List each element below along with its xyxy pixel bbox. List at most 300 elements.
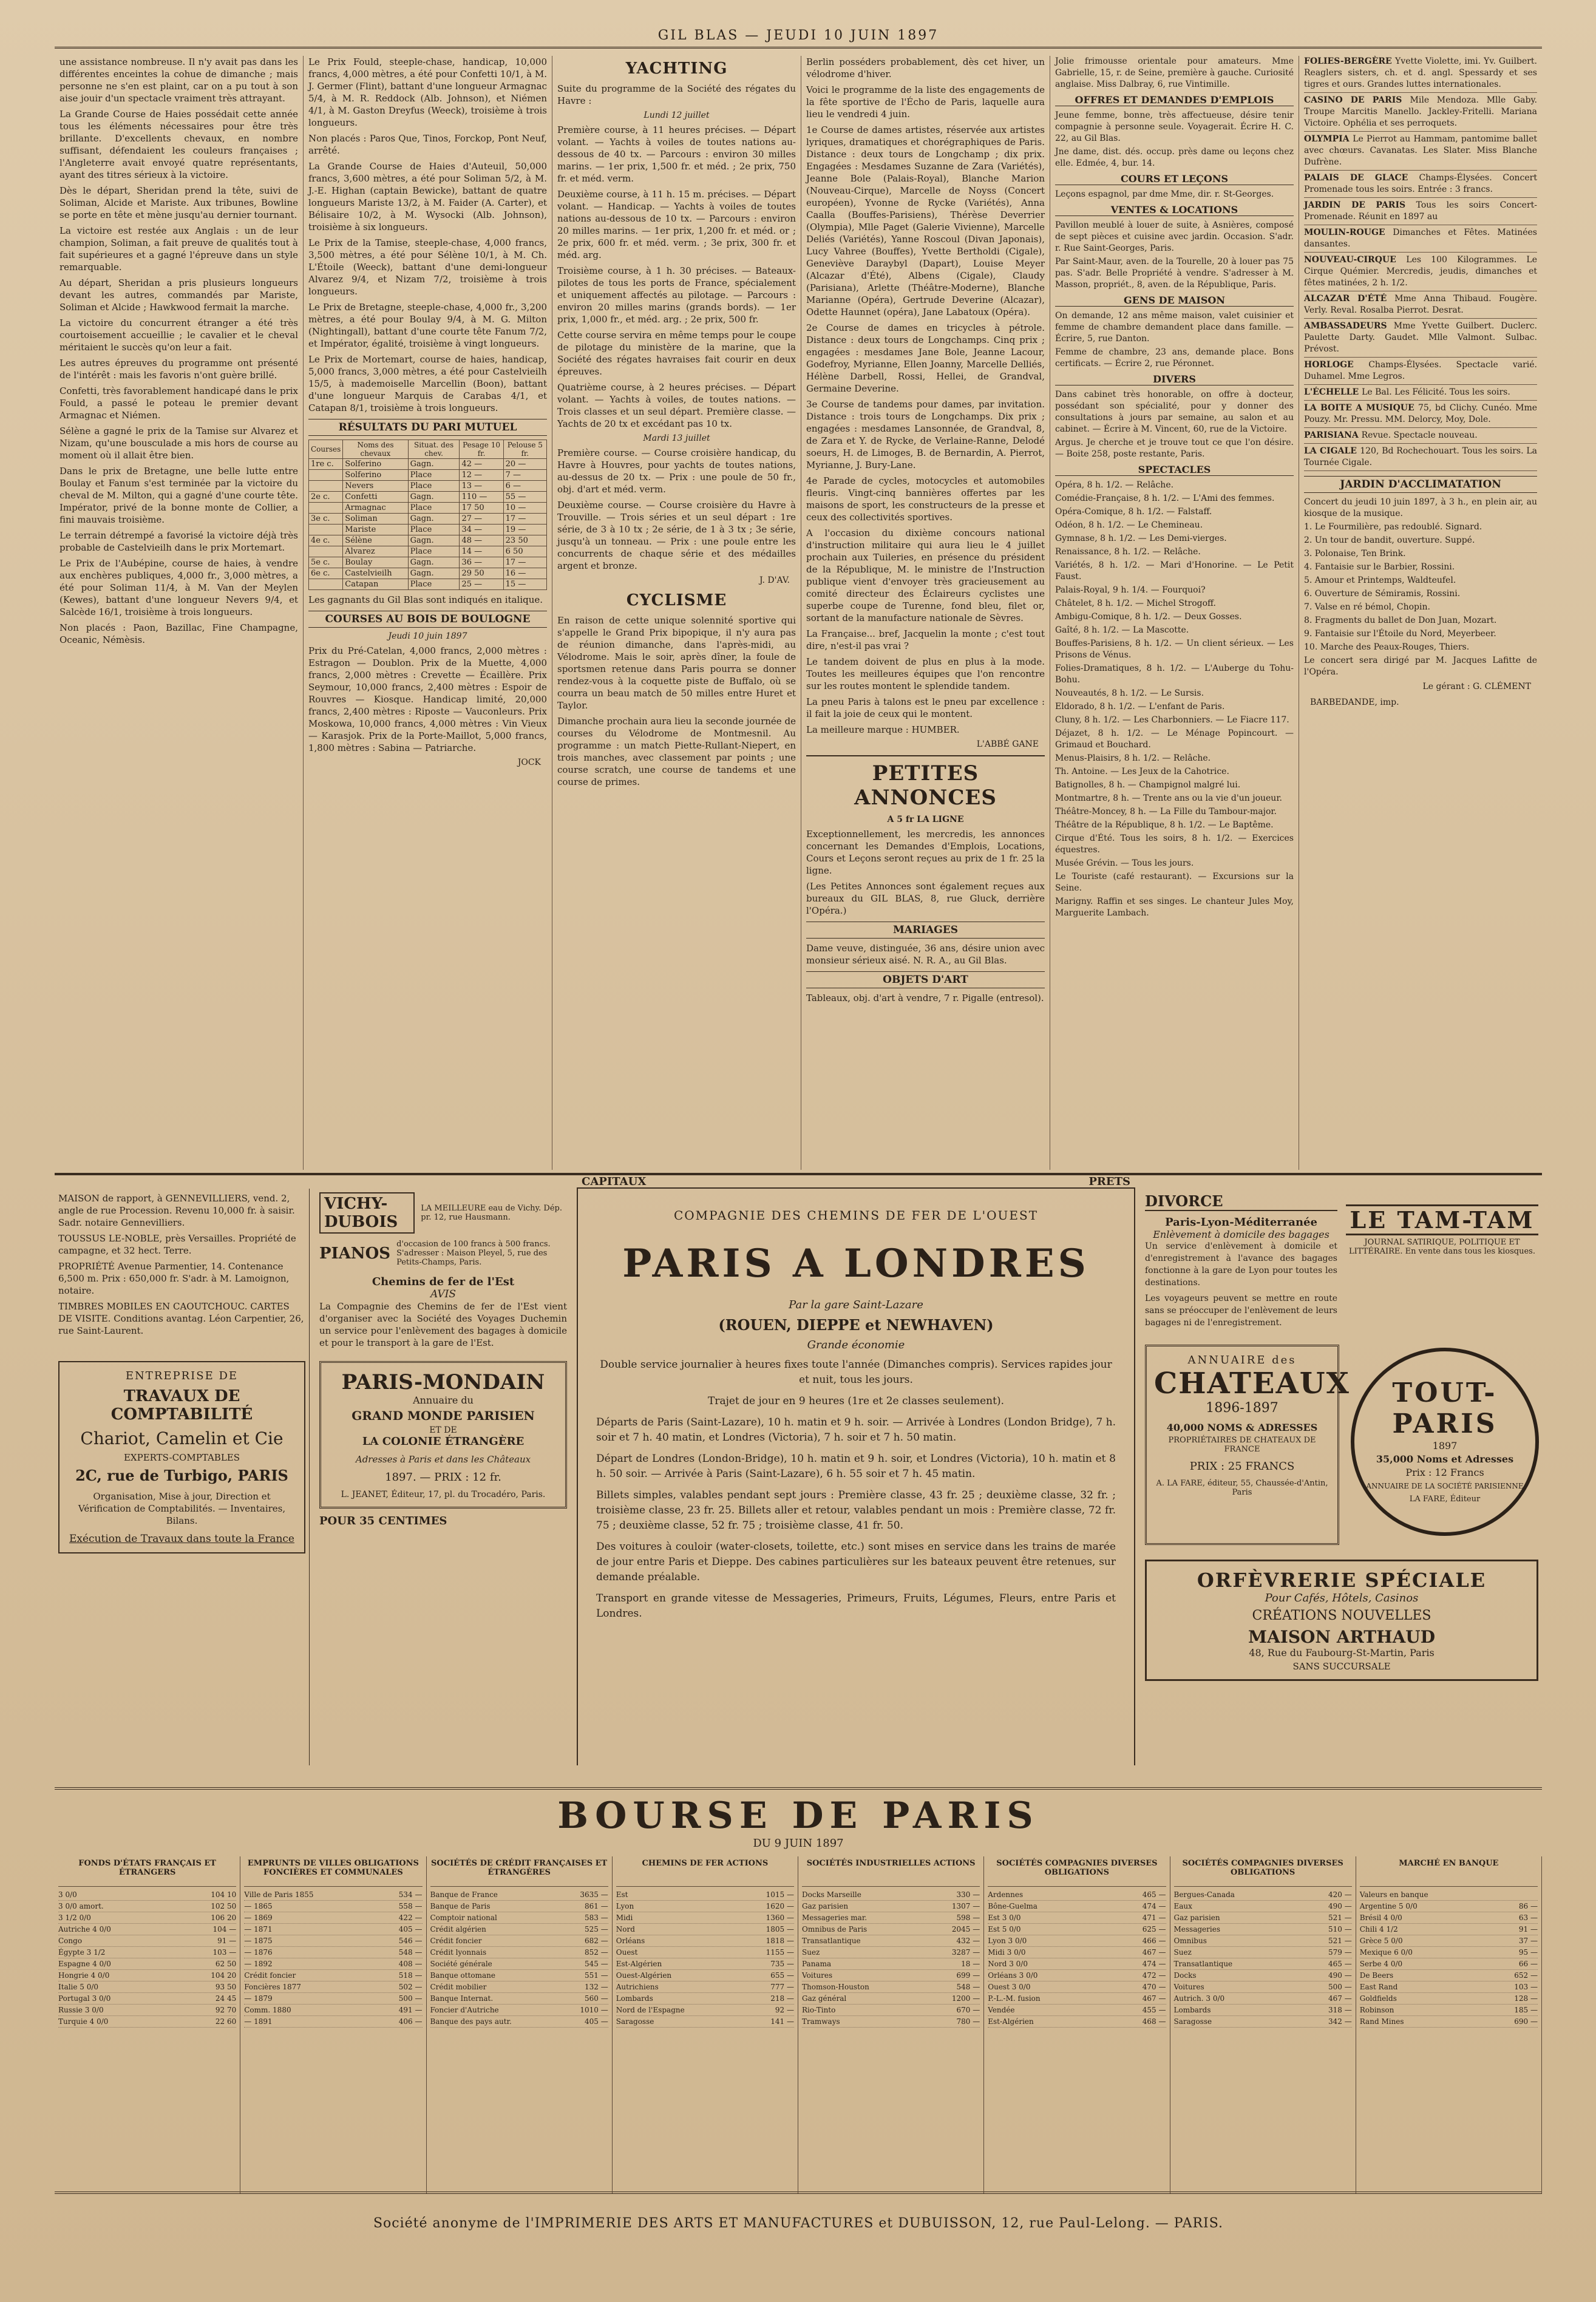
paragraph: Le concert sera dirigé par M. Jacques Lafitte de l'Opéra. bbox=[1304, 656, 1537, 677]
bourse-row bbox=[58, 1947, 236, 1958]
security-price: 490 — bbox=[1328, 1971, 1352, 1980]
paragraph: Non placés : Paros Que, Tinos, Forckop, Pont Neuf, arrêté. bbox=[308, 133, 547, 156]
ad-propriete: PROPRIÉTÉ Avenue Parmentier, 14. Contenance 6,500 m. Prix : 650,000 fr. S'adr. à M. Lamoignon, notaire. bbox=[58, 1261, 290, 1296]
security-price: 318 — bbox=[1328, 2006, 1352, 2014]
ad-text: Départs de Paris (Saint-Lazare), 10 h. matin et 9 h. soir. — Arrivée à Londres (London Bridge), 7 h. soir et 7 h. 40 matin, et Londres (Victoria), 7 h. soir et 7 h. 50 matin. bbox=[596, 1416, 1116, 1444]
table-cell: 55 — bbox=[503, 492, 546, 503]
security-price: 408 — bbox=[398, 1960, 423, 1968]
table-cell: Confetti bbox=[343, 492, 408, 503]
bourse-row bbox=[430, 1970, 608, 1981]
security-name: Hongrie 4 0/0 bbox=[58, 1971, 110, 1980]
security-price: 551 — bbox=[585, 1971, 608, 1980]
bourse-row bbox=[244, 1993, 422, 2005]
security-name: Nord bbox=[616, 1925, 635, 1934]
security-price: 1307 — bbox=[951, 1902, 980, 1910]
bourse-row bbox=[988, 1935, 1166, 1947]
ad-title: PIANOS bbox=[319, 1244, 391, 1263]
list-item: Marigny. Raffin et ses singes. Le chanteur Jules Moy, Marguerite Lambach. bbox=[1055, 897, 1294, 918]
ad-text: Prix : 12 Francs bbox=[1405, 1467, 1484, 1478]
security-name: Ardennes bbox=[988, 1890, 1024, 1899]
table-row bbox=[309, 503, 547, 514]
bourse-row bbox=[244, 1901, 422, 1912]
security-name: Crédit algérien bbox=[430, 1925, 486, 1934]
bourse-row bbox=[802, 1935, 980, 1947]
ad-text: 35,000 Noms et Adresses bbox=[1376, 1453, 1514, 1465]
security-name: Midi bbox=[616, 1913, 633, 1922]
column-2 bbox=[304, 56, 552, 1170]
table-cell: Alvarez bbox=[343, 546, 408, 557]
ad-text: Transport en grande vitesse de Messageries, Primeurs, Fruits, Légumes, Fleurs, entre Paris et Londres. bbox=[596, 1592, 1116, 1620]
paragraph: La Grande Course de Haies possédait cette année tous les éléments nécessaires pour être très brillante. D'excellents chevaux, en nombre suffisant, défendaient les couleurs françaises ; l'Angleterre avait envoyé quatre représentants, ayant des titres sérieux à la victoire. bbox=[59, 109, 298, 180]
paragraph: Argus. Je cherche et je trouve tout ce que l'on désire. — Boite 258, poste restante, Paris. bbox=[1055, 438, 1294, 459]
venue-description: Le Bal. Les Félicité. Tous les soirs. bbox=[1362, 387, 1510, 397]
bourse-row bbox=[244, 1981, 422, 1993]
capitaux-bar bbox=[577, 1175, 1135, 1189]
list-item: Châtelet, 8 h. 1/2. — Michel Strogoff. bbox=[1055, 599, 1216, 608]
security-price: 1155 — bbox=[766, 1948, 794, 1957]
security-price: 104 10 bbox=[211, 1890, 237, 1899]
table-cell: Place bbox=[408, 579, 460, 590]
security-price: 185 — bbox=[1514, 2006, 1538, 2014]
security-name: Autrichiens bbox=[616, 1983, 659, 1991]
section-heading: SPECTACLES bbox=[1055, 464, 1294, 476]
security-price: 330 — bbox=[956, 1890, 980, 1899]
ad-text: Billets simples, valables pendant sept jours : Première classe, 43 fr. 25 ; deuxième classe, 32 fr. ; troisième classe, 23 fr. 25. Billets aller et retour, valables pendant un mois : Première classe, 72 fr. 75 ; deuxième classe, 52 fr. 75 ; troisième classe, 41 fr. 50. bbox=[596, 1489, 1116, 1532]
ad-comptabilite bbox=[58, 1361, 305, 1553]
security-name: Panama bbox=[802, 1960, 832, 1968]
security-name: Gaz parisien bbox=[802, 1902, 849, 1910]
bourse-row bbox=[1174, 2005, 1352, 2016]
list-item: Batignolles, 8 h. — Champignol malgré lui. bbox=[1055, 780, 1241, 790]
bourse-column-header: SOCIÉTÉS COMPAGNIES DIVERSES OBLIGATIONS bbox=[988, 1859, 1166, 1887]
list-item: Montmartre, 8 h. — Trente ans ou la vie d'un joueur. bbox=[1055, 793, 1282, 803]
bourse-row bbox=[802, 1924, 980, 1935]
security-price: 735 — bbox=[770, 1960, 794, 1968]
paragraph: 3e Course de tandems pour dames, par invitation. Distance : trois tours de Longchamps. Dix prix ; engagées : mesdames Lansonnée, de Grandval, 8, de Zara et Y. de Rycke, de Verlaine-Ranne, Delodé soeurs, H. de Limoges, B. de Bernardin, A. Pierrot, Myrianne, J. Bury-Lane. bbox=[806, 399, 1045, 470]
table-cell: Armagnac bbox=[343, 503, 408, 514]
bourse-row bbox=[430, 1947, 608, 1958]
list-item: Comédie-Française, 8 h. 1/2. — L'Ami des femmes. bbox=[1055, 494, 1275, 503]
ads-left-2 bbox=[316, 1189, 571, 1765]
security-name: Est-Algérien bbox=[616, 1960, 662, 1968]
column-4 bbox=[801, 56, 1050, 1170]
ad-title: TOUT-PARIS bbox=[1392, 1377, 1498, 1439]
bourse-row bbox=[244, 1889, 422, 1901]
security-price: 467 — bbox=[1328, 1994, 1352, 2003]
security-name: Portugal 3 0/0 bbox=[58, 1994, 111, 2003]
ad-text: 1897 bbox=[1432, 1440, 1458, 1451]
paragraph: On demande, 12 ans même maison, valet cuisinier et femme de chambre demandent place dans famille. — Écrire, 5, rue Danton. bbox=[1055, 311, 1294, 344]
paragraph: Quatrième course, à 2 heures précises. — Départ volant. — Yachts à voiles, de toutes nations. — Trois classes et un seul départ. Première classe. — Yachts de 20 tx et excédant pas 10 tx. bbox=[557, 382, 796, 429]
bourse-row bbox=[1174, 2016, 1352, 2028]
paragraph: Cette course servira en même temps pour le coupe de pilotage du ministère de la marine, que la Société des régates havraises fait courir en deux épreuves. bbox=[557, 330, 796, 377]
venue-name: PALAIS DE GLACE bbox=[1304, 173, 1419, 183]
bourse-column-header: MARCHÉ EN BANQUE bbox=[1360, 1859, 1538, 1887]
date-subtitle: Mardi 13 juillet bbox=[643, 433, 710, 443]
venue-name: JARDIN DE PARIS bbox=[1304, 200, 1416, 210]
venue-name: AMBASSADEURS bbox=[1304, 321, 1394, 331]
paragraph: Leçons espagnol, par dme Mme, dir. r. St-Georges. bbox=[1055, 189, 1274, 199]
table-cell: 17 — bbox=[503, 514, 546, 525]
music-hall-list bbox=[1304, 56, 1537, 471]
security-price: 500 — bbox=[398, 1994, 423, 2003]
table-header: Pelouse 5 fr. bbox=[503, 440, 546, 459]
security-price: 472 — bbox=[1142, 1971, 1166, 1980]
bourse-row bbox=[802, 1889, 980, 1901]
ad-text: SANS SUCCURSALE bbox=[1292, 1661, 1391, 1672]
table-cell: 5e c. bbox=[309, 557, 343, 568]
list-item: 8. Fragments du ballet de Don Juan, Mozart. bbox=[1304, 616, 1497, 625]
venue-description: Mme Anna Thibaud. Fougère. Verly. Reval. Rosalba Pierrot. Desrat. bbox=[1304, 294, 1537, 315]
security-price: 405 — bbox=[398, 1925, 423, 1934]
paragraph: Voici le programme de la liste des engagements de la fête sportive de l'Écho de Paris, laquelle aura lieu le vendredi 4 juin. bbox=[806, 84, 1045, 120]
security-price: 780 — bbox=[956, 2017, 980, 2026]
security-price: 467 — bbox=[1142, 1994, 1166, 2003]
ad-economie: Grande économie bbox=[807, 1339, 905, 1351]
bourse-row bbox=[988, 1958, 1166, 1970]
security-name: Lyon 3 0/0 bbox=[988, 1937, 1027, 1945]
security-price: 3635 — bbox=[580, 1890, 608, 1899]
table-cell: Solferino bbox=[343, 470, 408, 481]
security-name: Espagne 4 0/0 bbox=[58, 1960, 111, 1968]
paragraph: Les gagnants du Gil Blas sont indiqués en italique. bbox=[308, 594, 543, 605]
security-price: 548 — bbox=[398, 1948, 423, 1957]
bourse-row bbox=[988, 1901, 1166, 1912]
bourse-row bbox=[58, 1970, 236, 1981]
table-cell: 17 50 bbox=[460, 503, 503, 514]
table-cell: 36 — bbox=[460, 557, 503, 568]
ad-text: EXPERTS-COMPTABLES bbox=[123, 1452, 240, 1463]
security-name: Autriche 4 0/0 bbox=[58, 1925, 111, 1934]
security-name: Ouest 3 0/0 bbox=[988, 1983, 1031, 1991]
security-price: 777 — bbox=[770, 1983, 794, 1991]
security-name: Midi 3 0/0 bbox=[988, 1948, 1026, 1957]
security-name: Est 3 0/0 bbox=[988, 1913, 1021, 1922]
security-name: Argentine 5 0/0 bbox=[1359, 1902, 1418, 1910]
bourse-row bbox=[430, 1958, 608, 1970]
security-price: 545 — bbox=[585, 1960, 608, 1968]
bourse-row bbox=[1174, 1947, 1352, 1958]
security-name: Suez bbox=[802, 1948, 820, 1957]
venue-name: LA BOITE A MUSIQUE bbox=[1304, 403, 1418, 413]
security-name: Est bbox=[616, 1890, 628, 1899]
bourse-row bbox=[1174, 1901, 1352, 1912]
list-item bbox=[1304, 402, 1537, 428]
bourse-row bbox=[1360, 1889, 1538, 1901]
table-header: Noms des chevaux bbox=[343, 440, 408, 459]
security-price: 91 — bbox=[217, 1937, 237, 1945]
ad-text: Les voyageurs peuvent se mettre en route sans se préoccuper de l'enlèvement de leurs bagages ni de l'enregistrement. bbox=[1145, 1294, 1337, 1328]
ad-text: AVIS bbox=[430, 1288, 457, 1300]
security-price: 92 70 bbox=[215, 2006, 237, 2014]
table-cell: 13 — bbox=[460, 481, 503, 492]
security-name: P.-L.-M. fusion bbox=[988, 1994, 1041, 2003]
security-name: Ville de Paris 1855 bbox=[244, 1890, 314, 1899]
bourse-row bbox=[1360, 1993, 1538, 2005]
list-item: Cirque d'Été. Tous les soirs, 8 h. 1/2. — Exercices équestres. bbox=[1055, 834, 1294, 855]
ad-text: 48, Rue du Faubourg-St-Martin, Paris bbox=[1249, 1647, 1435, 1659]
paragraph: Deuxième course. — Course croisière du Havre à Trouville. — Trois séries et un seul départ : 1re série, de 3 à 10 tx ; 2e série, de 1 à 3 tx ; 3e série, jusqu'à un tonneau. — Prix : une poule entre les concurrents de chaque série et des médailles argent et bronze. bbox=[557, 500, 796, 571]
security-name: Eaux bbox=[1173, 1902, 1192, 1910]
bourse-row bbox=[988, 1970, 1166, 1981]
security-price: 102 50 bbox=[211, 1902, 237, 1910]
security-name: Lombards bbox=[1173, 2006, 1211, 2014]
bourse-row bbox=[1360, 1935, 1538, 1947]
bourse-column-header: SOCIÉTÉS DE CRÉDIT FRANÇAISES ET ÉTRANGÈRES bbox=[430, 1859, 608, 1887]
ads-right bbox=[1141, 1189, 1542, 1765]
table-header: Situat. des chev. bbox=[408, 440, 460, 459]
ad-text: Chariot, Camelin et Cie bbox=[80, 1428, 284, 1448]
security-name: Autrich. 3 0/0 bbox=[1173, 1994, 1225, 2003]
pari-mutuel-table bbox=[308, 440, 547, 590]
table-row bbox=[309, 568, 547, 579]
security-name: Saragosse bbox=[1173, 2017, 1212, 2026]
venue-description: Champs-Élysées. Spectacle varié. Duhamel. Mme Legros. bbox=[1304, 360, 1537, 381]
venue-name: L'ÉCHELLE bbox=[1304, 387, 1362, 397]
list-item bbox=[1304, 254, 1537, 291]
paragraph: En raison de cette unique solennité sportive qui s'appelle le Grand Prix bipopique, il n'y aura pas de réunion dimanche, dans l'après-midi, au Vélodrome. Mais le soir, après dîner, la foule de sportsmen retenue dans Paris pourra se donner rendez-vous à la coquette piste de Buffalo, où se courra un beau match de 50 milles entre Huret et Taylor. bbox=[557, 615, 796, 711]
list-item: Opéra, 8 h. 1/2. — Relâche. bbox=[1055, 480, 1174, 490]
ad-timbres: TIMBRES MOBILES EN CAOUTCHOUC. CARTES DE VISITE. Conditions avantag. Léon Carpentier, 26, rue Saint-Laurent. bbox=[58, 1301, 304, 1336]
ad-company: COMPAGNIE DES CHEMINS DE FER DE L'OUEST bbox=[673, 1208, 1039, 1223]
paragraph: Femme de chambre, 23 ans, demande place. Bons certificats. — Écrire 2, rue Péronnet. bbox=[1055, 347, 1294, 368]
security-name: — 1891 bbox=[244, 2017, 273, 2026]
prets-label: PRETS bbox=[1088, 1175, 1130, 1188]
security-price: 103 — bbox=[212, 1948, 237, 1957]
ad-text: Double service journalier à heures fixes toute l'année (Dimanches compris). Services rapides jour et nuit, tous les jours. bbox=[600, 1359, 1112, 1386]
security-price: 470 — bbox=[1142, 1983, 1166, 1991]
table-cell: Gagn. bbox=[408, 492, 460, 503]
security-price: 1805 — bbox=[766, 1925, 794, 1934]
security-name: — 1875 bbox=[244, 1937, 273, 1945]
ad-text: La Compagnie des Chemins de fer de l'Est vient d'organiser avec la Société des Voyages Duchemin un service pour l'enlèvement des bagages à domicile et pour le transport à la gare de l'Est. bbox=[319, 1301, 567, 1348]
security-price: 218 — bbox=[770, 1994, 794, 2003]
security-name: Comm. 1880 bbox=[244, 2006, 291, 2014]
security-name: Goldfields bbox=[1359, 1994, 1397, 2003]
security-name: Brésil 4 0/0 bbox=[1359, 1913, 1402, 1922]
objets-art-heading: OBJETS D'ART bbox=[806, 971, 1045, 988]
security-name: Banque Internat. bbox=[430, 1994, 494, 2003]
security-price: 22 60 bbox=[215, 2017, 237, 2026]
security-price: 699 — bbox=[956, 1971, 980, 1980]
venue-description: Mile Mendoza. Mlle Gaby. Troupe Marcitis Manello. Jackley-Fritelli. Mariana Victoire. Ophélia et ses perroquets. bbox=[1304, 95, 1537, 128]
paragraph: Exceptionnellement, les mercredis, les annonces concernant les Demandes d'Emplois, Locations, Cours et Leçons seront reçues au prix de 1 fr. 25 la ligne. bbox=[806, 829, 1045, 876]
security-price: 66 — bbox=[1518, 1960, 1538, 1968]
security-name: Docks bbox=[1173, 1971, 1197, 1980]
ad-vichy bbox=[319, 1192, 567, 1234]
table-cell: Gagn. bbox=[408, 535, 460, 546]
ads-right-middle bbox=[1145, 1345, 1538, 1545]
security-name: Gaz parisien bbox=[1173, 1913, 1220, 1922]
security-name: Bergues-Canada bbox=[1173, 1890, 1235, 1899]
table-cell bbox=[309, 525, 343, 535]
paragraph: A l'occasion du dixième concours national d'instruction militaire qui aura lieu le 4 juillet prochain aux Tuileries, en présence du président de la République, M. le ministre de l'Instruction publique vient d'envoyer très gracieusement au comité directeur des Éclaireurs cyclistes une superbe coupe de Turenne, fond bleu, filet or, sortant de la manufacture nationale de Sèvres. bbox=[806, 528, 1045, 623]
venue-description: 75, bd Clichy. Cunéo. Mme Pouzy. Mr. Pressu. MM. Delorcy, Moy, Dole. bbox=[1304, 403, 1538, 424]
security-price: 104 20 bbox=[211, 1971, 237, 1980]
list-item bbox=[1304, 56, 1537, 93]
list-item: Théâtre de la République, 8 h. 1/2. — Le Baptême. bbox=[1055, 820, 1274, 830]
list-item: 3. Polonaise, Ten Brink. bbox=[1304, 549, 1406, 559]
security-price: 491 — bbox=[398, 2006, 423, 2014]
security-price: 625 — bbox=[1142, 1925, 1166, 1934]
table-cell: Sélène bbox=[343, 535, 408, 546]
security-name: Docks Marseille bbox=[802, 1890, 861, 1899]
ad-text: Exécution de Travaux dans toute la France bbox=[69, 1533, 294, 1545]
bourse-row bbox=[802, 2005, 980, 2016]
table-cell: 3e c. bbox=[309, 514, 343, 525]
signature: L'ABBÉ GANE bbox=[976, 739, 1039, 749]
paragraph: Confetti, très favorablement handicapé dans le prix Fould, a passé le poteau le premier devant Armagnac et Niémen. bbox=[59, 385, 298, 421]
security-name: Thomson-Houston bbox=[802, 1983, 869, 1991]
bourse-row bbox=[1360, 1981, 1538, 1993]
bourse-row bbox=[616, 1912, 794, 1924]
ad-orfevrerie bbox=[1145, 1560, 1538, 1681]
ad-text: 2C, rue de Turbigo, PARIS bbox=[75, 1467, 288, 1484]
bourse-row bbox=[988, 1912, 1166, 1924]
bourse-column-header: FONDS D'ÉTATS FRANÇAIS ET ÉTRANGERS bbox=[58, 1859, 236, 1887]
bourse-column bbox=[613, 1856, 798, 2193]
security-price: 1200 — bbox=[951, 1994, 980, 2003]
paragraph: La victoire est restée aux Anglais : un de leur champion, Soliman, a fait preuve de qualités tout à fait supérieures et a gagné l'épreuve dans un style remarquable. bbox=[59, 225, 298, 273]
list-item bbox=[1304, 430, 1537, 444]
security-name: De Beers bbox=[1359, 1971, 1394, 1980]
bourse-row bbox=[430, 1912, 608, 1924]
table-cell: 16 — bbox=[503, 568, 546, 579]
security-price: 521 — bbox=[1328, 1937, 1352, 1945]
security-name: Transatlantique bbox=[802, 1937, 861, 1945]
bourse-row bbox=[802, 1947, 980, 1958]
list-item: 6. Ouverture de Sémiramis, Rossini. bbox=[1304, 589, 1461, 599]
bourse-row bbox=[430, 1981, 608, 1993]
security-price: 3287 — bbox=[951, 1948, 980, 1957]
bourse-row bbox=[616, 1970, 794, 1981]
paragraph: 4e Parade de cycles, motocycles et automobiles fleuris. Vingt-cinq bannières offertes par les maisons de sport, les constructeurs de la presse et ceux des collectivités sportives. bbox=[806, 475, 1045, 523]
bourse-row bbox=[616, 1947, 794, 1958]
bois-subtitle: Jeudi 10 juin 1897 bbox=[388, 631, 467, 641]
ad-text: d'occasion de 100 francs à 500 francs. S'adresser : Maison Pleyel, 5, rue des Petits-Champs, Paris. bbox=[396, 1240, 551, 1267]
bourse-row bbox=[616, 1981, 794, 1993]
divider bbox=[806, 755, 1045, 756]
bourse-row bbox=[430, 1993, 608, 2005]
table-cell: 12 — bbox=[460, 470, 503, 481]
table-cell: 2e c. bbox=[309, 492, 343, 503]
security-name: — 1879 bbox=[244, 1994, 273, 2003]
ad-text: LA FARE, Éditeur bbox=[1409, 1495, 1481, 1504]
paragraph: Non placés : Paon, Bazillac, Fine Champagne, Oceanic, Némèsis. bbox=[59, 622, 298, 645]
security-price: 490 — bbox=[1328, 1902, 1352, 1910]
security-price: 670 — bbox=[956, 2006, 980, 2014]
ad-title: ORFÈVRERIE SPÉCIALE bbox=[1197, 1569, 1487, 1592]
security-name: — 1876 bbox=[244, 1948, 273, 1957]
bourse-row bbox=[802, 1901, 980, 1912]
ad-title: PARIS-MONDAIN bbox=[341, 1370, 545, 1394]
paragraph: Les autres épreuves du programme ont présenté de l'intérêt : mais les favoris n'ont guère brillé. bbox=[59, 358, 298, 381]
security-name: Saragosse bbox=[616, 2017, 654, 2026]
table-cell: Place bbox=[408, 470, 460, 481]
bourse-column-header: EMPRUNTS DE VILLES OBLIGATIONS FONCIÈRES ET COMMUNALES bbox=[244, 1859, 422, 1887]
table-cell: 17 — bbox=[503, 557, 546, 568]
security-name: Serbe 4 0/0 bbox=[1359, 1960, 1403, 1968]
security-name: Chili 4 1/2 bbox=[1359, 1925, 1398, 1934]
security-price: 467 — bbox=[1142, 1948, 1166, 1957]
security-price: 471 — bbox=[1142, 1913, 1166, 1922]
security-name: Italie 5 0/0 bbox=[58, 1983, 99, 1991]
bourse-row bbox=[1360, 1958, 1538, 1970]
venue-description: Champs-Élysées. Concert Promenade tous les soirs. Entrée : 3 francs. bbox=[1304, 173, 1537, 194]
security-name: Nord 3 0/0 bbox=[988, 1960, 1028, 1968]
paragraph: La Française... bref, Jacquelin la monte ; c'est tout dire, n'est-il pas vrai ? bbox=[806, 628, 1045, 651]
ad-text: PRIX : 25 FRANCS bbox=[1189, 1460, 1295, 1473]
paragraph: Dame veuve, distinguée, 36 ans, désire union avec monsieur sérieux aisé. N. R. A., au Gil Blas. bbox=[806, 943, 1045, 966]
bourse-row bbox=[58, 1889, 236, 1901]
paragraph: Le Prix de l'Aubépine, course de haies, à vendre aux enchères publiques, 4,000 fr., 3,000 mètres, a été pour Soliman 11/4, à M. Van der Meylen (Kewes), battant d'une longueur Nevers 9/4, et Salcède 16/1, troisième à trois longueurs. bbox=[59, 558, 298, 617]
security-name: Comptoir national bbox=[430, 1913, 497, 1922]
security-name: Vendée bbox=[988, 2006, 1015, 2014]
bourse-row bbox=[1174, 1924, 1352, 1935]
ad-plm bbox=[1145, 1192, 1337, 1333]
advertisements bbox=[55, 1173, 1542, 1780]
bourse-row bbox=[244, 1970, 422, 1981]
security-price: 432 — bbox=[956, 1937, 980, 1945]
paragraph: Dimanche prochain aura lieu la seconde journée de courses du Vélodrome de Montmesnil. Au programme : un match Piette-Rullant-Niepert, en trois manches, avec classement par points ; une course scratch, une course de tandems et une course de primes. bbox=[557, 716, 796, 787]
ad-text: L. JEANET, Éditeur, 17, pl. du Trocadéro, Paris. bbox=[341, 1490, 546, 1499]
table-row bbox=[309, 546, 547, 557]
venue-name: MOULIN-ROUGE bbox=[1304, 228, 1393, 237]
ad-tamtam bbox=[1346, 1192, 1538, 1333]
security-name: Orléans bbox=[616, 1937, 645, 1945]
bourse-row bbox=[244, 1924, 422, 1935]
signature: JOCK bbox=[517, 758, 541, 767]
bourse-row bbox=[988, 1924, 1166, 1935]
venue-name: OLYMPIA bbox=[1304, 134, 1353, 144]
security-name: Orléans 3 0/0 bbox=[988, 1971, 1038, 1980]
security-name: Voitures bbox=[1173, 1983, 1204, 1991]
section-heading: OFFRES ET DEMANDES D'EMPLOIS bbox=[1055, 94, 1294, 106]
security-name: Messageries bbox=[1173, 1925, 1220, 1934]
security-price: 1620 — bbox=[766, 1902, 794, 1910]
bourse-row bbox=[430, 2005, 608, 2016]
bourse-row bbox=[1174, 1935, 1352, 1947]
ad-text: ANNUAIRE des bbox=[1187, 1354, 1297, 1367]
security-name: Omnibus bbox=[1173, 1937, 1207, 1945]
security-price: 502 — bbox=[398, 1983, 423, 1991]
paragraph: Le Prix de Bretagne, steeple-chase, 4,000 fr., 3,200 mètres, a été pour Boulay 9/4, à M. G. Milton (Nightingall), battant d'une courte tête Fanum 7/2, et Impérator, égalité, troisième à vingt longueurs. bbox=[308, 302, 547, 349]
ad-title: LE TAM-TAM bbox=[1346, 1204, 1538, 1235]
paragraph: Jeune femme, bonne, très affectueuse, désire tenir compagnie à personne seule. Voyagerait. Écrire H. C. 22, au Gil Blas. bbox=[1055, 110, 1294, 143]
venue-description: 120, Bd Rochechouart. Tous les soirs. La Tournée Cigale. bbox=[1304, 446, 1538, 467]
security-price: 690 — bbox=[1514, 2017, 1538, 2026]
table-cell bbox=[309, 579, 343, 590]
bourse-column bbox=[1170, 1856, 1356, 2193]
security-price: 534 — bbox=[398, 1890, 423, 1899]
security-name: Suez bbox=[1173, 1948, 1192, 1957]
table-cell: Gagn. bbox=[408, 557, 460, 568]
bourse-row bbox=[802, 1958, 980, 1970]
pari-mutuel-title: RÉSULTATS DU PARI MUTUEL bbox=[308, 419, 547, 436]
security-name: 3 0/0 bbox=[58, 1890, 77, 1899]
security-name: Tramways bbox=[802, 2017, 840, 2026]
venue-description: Revue. Spectacle nouveau. bbox=[1361, 430, 1478, 440]
bourse-column-header: SOCIÉTÉS INDUSTRIELLES ACTIONS bbox=[802, 1859, 980, 1887]
table-header: Pesage 10 fr. bbox=[460, 440, 503, 459]
security-name: Banque de France bbox=[430, 1890, 498, 1899]
list-item: Palais-Royal, 9 h. 1/4. — Fourquoi? bbox=[1055, 585, 1206, 595]
security-name: Ouest-Algérien bbox=[616, 1971, 672, 1980]
table-cell: Place bbox=[408, 481, 460, 492]
security-price: 141 — bbox=[770, 2017, 794, 2026]
ad-paris-mondain bbox=[319, 1361, 567, 1509]
security-name: Ouest bbox=[616, 1948, 638, 1957]
